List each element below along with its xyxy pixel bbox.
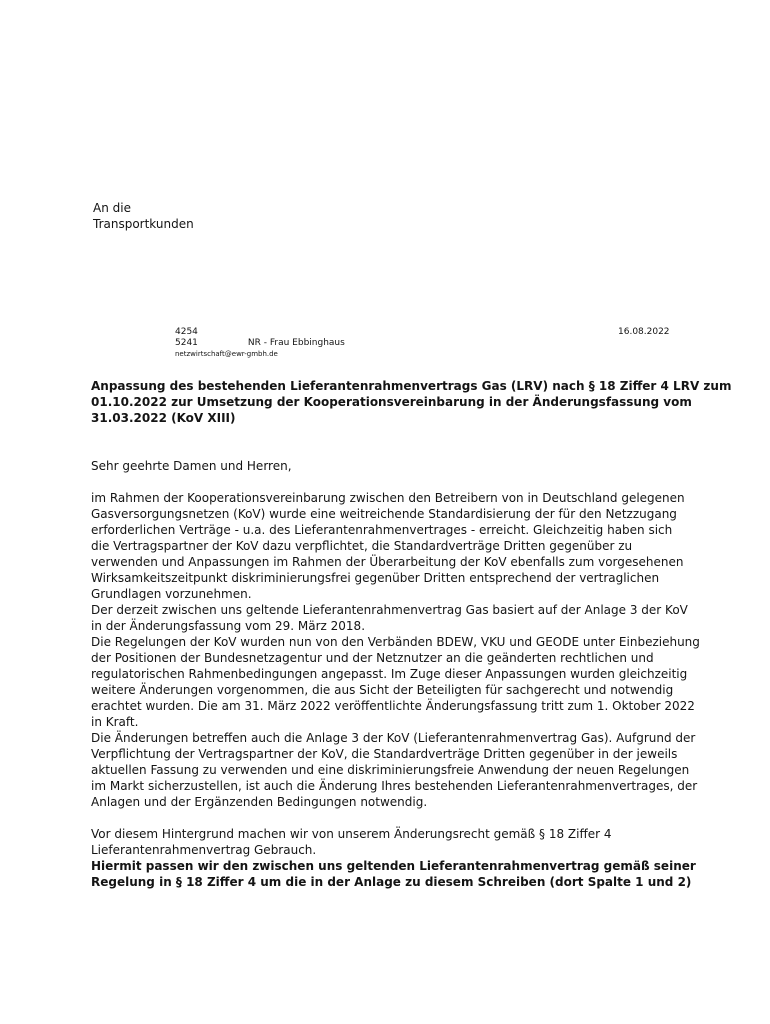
paragraph-spacer [91,810,691,826]
body-line: der Positionen der Bundesnetzagentur und der Netznutzer an die geänderten rechtlichen und [91,651,654,665]
body-line: Grundlagen vorzunehmen. [91,587,252,601]
letter-date: 16.08.2022 [618,327,670,337]
paragraph-1 [91,490,691,602]
reference-block [175,327,345,359]
reference-row-2 [175,338,345,349]
body-line: im Rahmen der Kooperationsvereinbarung zwischen den Betreibern von in Deutschland gelegenen [91,491,685,505]
letter-body [91,490,700,890]
body-line: Verpflichtung der Vertragspartner der KoV, die Standardverträge Dritten gegenüber in der jeweils [91,747,678,761]
subject-line-3: 31.03.2022 (KoV XIII) [91,411,236,425]
body-line: Vor diesem Hintergrund machen wir von unserem Änderungsrecht gemäß § 18 Ziffer 4 [91,827,612,841]
body-line: Wirksamkeitszeitpunkt diskriminierungsfrei gegenüber Dritten entsprechend der vertraglichen [91,571,660,585]
recipient-line-1: An die [93,201,131,215]
paragraph-3 [91,634,700,730]
body-line: die Vertragspartner der KoV dazu verpflichtet, die Standardverträge Dritten gegenüber zu [91,539,633,553]
body-line: erachtet wurden. Die am 31. März 2022 veröffentlichte Änderungsfassung tritt zum 1. Oktober 2022 [91,699,695,713]
reference-number-2: 5241 [175,338,198,348]
body-line: verwenden und Anpassungen im Rahmen der Überarbeitung der KoV ebenfalls zum vorgesehenen [91,555,684,569]
paragraph-2 [91,602,691,634]
body-line: erforderlichen Verträge - u.a. des Lieferantenrahmenvertrages - erreicht. Gleichzeitig haben sich [91,523,673,537]
body-line-bold: Regelung in § 18 Ziffer 4 um die in der Anlage zu diesem Schreiben (dort Spalte 1 und 2) [91,875,692,889]
paragraph-4 [91,730,698,810]
body-line: Der derzeit zwischen uns geltende Lieferantenrahmenvertrag Gas basiert auf der Anlage 3 der KoV [91,603,688,617]
body-line-bold: Hiermit passen wir den zwischen uns geltenden Lieferantenrahmenvertrag gemäß seiner [91,859,696,873]
body-line: weitere Änderungen vorgenommen, die aus Sicht der Beteiligten für sachgerecht und notwendig [91,683,674,697]
recipient-address [93,200,194,232]
body-line: in Kraft. [91,715,139,729]
body-line: regulatorischen Rahmenbedingungen angepasst. Im Zuge dieser Anpassungen wurden gleichzeitig [91,667,688,681]
body-line: Die Regelungen der KoV wurden nun von den Verbänden BDEW, VKU und GEODE unter Einbeziehung [91,635,700,649]
body-line: aktuellen Fassung zu verwenden und eine diskriminierungsfreie Anwendung der neuen Regelungen [91,763,690,777]
salutation: Sehr geehrte Damen und Herren, [91,459,292,473]
body-line: in der Änderungsfassung vom 29. März 2018. [91,619,366,633]
subject-line-2: 01.10.2022 zur Umsetzung der Kooperationsvereinbarung in der Änderungsfassung vom [91,395,692,409]
paragraph-5 [91,826,696,890]
subject-heading [91,378,732,426]
reference-number-1: 4254 [175,327,198,337]
body-line: Die Änderungen betreffen auch die Anlage 3 der KoV (Lieferantenrahmenvertrag Gas). Aufgrund der [91,731,696,745]
body-line: Gasversorgungsnetzen (KoV) wurde eine weitreichende Standardisierung der für den Netzzugang [91,507,677,521]
body-line: im Markt sicherzustellen, ist auch die Änderung Ihres bestehenden Lieferantenrahmenvertrages, der [91,779,698,793]
contact-email: netzwirtschaft@ewr-gmbh.de [175,350,278,358]
recipient-line-2: Transportkunden [93,217,194,231]
contact-person: NR - Frau Ebbinghaus [247,338,345,348]
body-line: Anlagen und der Ergänzenden Bedingungen notwendig. [91,795,428,809]
body-line: Lieferantenrahmenvertrag Gebrauch. [91,843,317,857]
subject-line-1: Anpassung des bestehenden Lieferantenrahmenvertrags Gas (LRV) nach § 18 Ziffer 4 LRV zum [91,379,732,393]
